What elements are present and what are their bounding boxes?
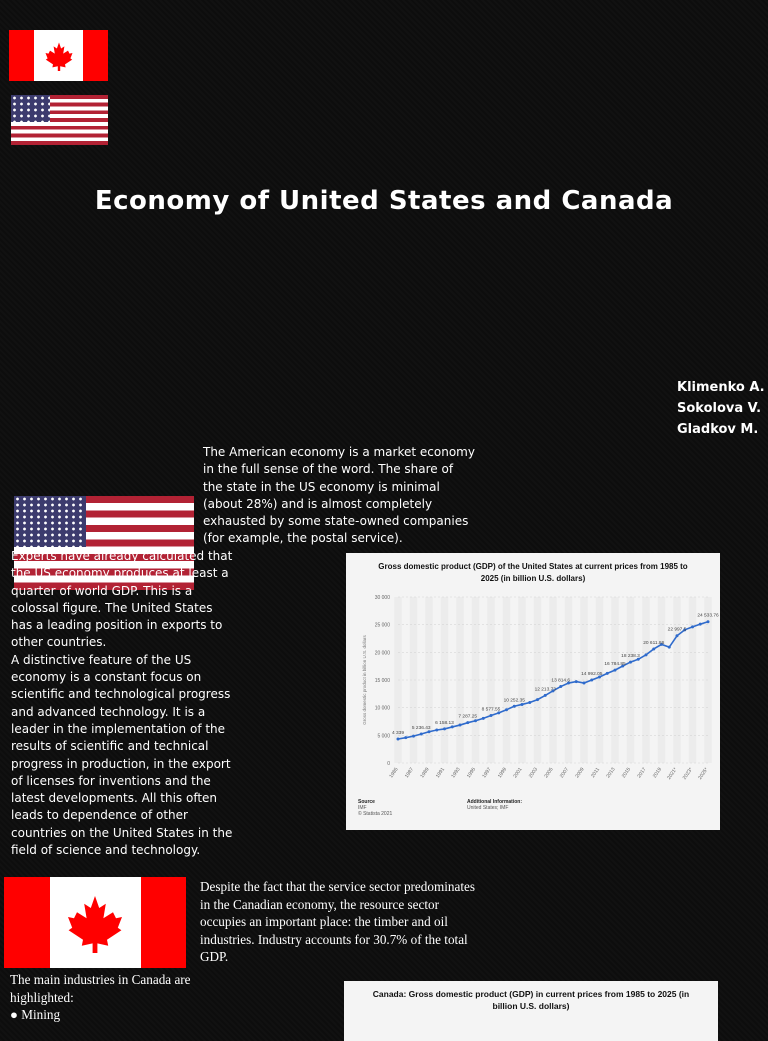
data-point bbox=[699, 623, 702, 626]
x-tick-label: 2009 bbox=[574, 766, 586, 780]
data-point bbox=[691, 625, 694, 628]
us-paragraph: Experts have already calculated that the US economy produces at least a quarter of world GDP. This is a colossal figure. The United States has a leading position in exports to other countries. bbox=[11, 549, 233, 650]
data-label: 14 992.05 bbox=[581, 672, 603, 678]
info-heading: Additional Information: bbox=[467, 799, 522, 805]
data-point bbox=[676, 634, 679, 637]
data-point bbox=[466, 721, 469, 724]
maple-leaf-icon bbox=[65, 893, 125, 953]
x-tick-label: 2013 bbox=[605, 766, 617, 780]
x-tick-label: 2003 bbox=[527, 766, 540, 780]
x-tick-label: 1987 bbox=[403, 766, 416, 780]
data-label: 7 287.25 bbox=[458, 714, 478, 720]
page-title: Economy of United States and Canada bbox=[94, 186, 674, 216]
chart-title: Canada: Gross domestic product (GDP) in current prices from 1985 to 2025 (in billion U.S. dollars) bbox=[372, 989, 690, 1011]
data-point bbox=[559, 685, 562, 688]
data-point bbox=[482, 717, 485, 720]
us-description bbox=[11, 548, 233, 859]
industries-heading: The main industries in Canada are highlighted: bbox=[10, 972, 191, 1005]
list-item-label: Mining bbox=[21, 1007, 61, 1022]
chart-source bbox=[358, 799, 458, 817]
data-label: 18 238.3 bbox=[621, 654, 640, 660]
data-point bbox=[420, 733, 423, 736]
data-label: 12 213.73 bbox=[534, 687, 556, 693]
x-tick-label: 1997 bbox=[481, 766, 493, 780]
industries-list bbox=[10, 1006, 230, 1024]
x-tick-label: 1999 bbox=[496, 766, 509, 780]
y-tick-label: 25 000 bbox=[374, 622, 390, 629]
data-point bbox=[528, 701, 531, 704]
data-label: 24 533.76 bbox=[697, 613, 719, 619]
y-axis-label: Gross domestic product in billion U.S. dollars bbox=[362, 635, 367, 725]
chart-plot bbox=[346, 553, 720, 830]
source-line: © Statista 2021 bbox=[358, 811, 393, 817]
data-point bbox=[707, 620, 710, 623]
author-name: Klimenko A. bbox=[677, 380, 765, 395]
x-tick-label: 2021* bbox=[666, 766, 679, 781]
x-tick-label: 2001 bbox=[512, 766, 524, 780]
data-point bbox=[490, 714, 493, 717]
y-tick-label: 10 000 bbox=[374, 705, 390, 712]
list-item: ● Mining bbox=[10, 1007, 61, 1022]
data-point bbox=[590, 679, 593, 682]
data-point bbox=[544, 694, 547, 697]
canada-intro-text: Despite the fact that the service sector predominates in the Canadian economy, the resource sector occupies an important place: the timber and oil industries. Industry accounts for 30.7% of the total GDP. bbox=[200, 879, 475, 964]
source-line: IMF bbox=[358, 805, 367, 811]
y-tick-label: 5 000 bbox=[377, 733, 390, 740]
canada-industries bbox=[10, 971, 230, 1024]
canada-flag-icon bbox=[9, 30, 108, 81]
data-point bbox=[404, 736, 407, 739]
maple-leaf-icon bbox=[44, 41, 74, 71]
data-label: 6 158.13 bbox=[435, 720, 454, 726]
canada-flag-icon bbox=[4, 877, 186, 968]
data-point bbox=[412, 735, 415, 738]
x-tick-label: 2025* bbox=[697, 766, 710, 781]
data-point bbox=[668, 646, 671, 649]
data-label: 4 339 bbox=[391, 730, 405, 736]
y-tick-label: 20 000 bbox=[374, 650, 390, 657]
us-gdp-chart bbox=[346, 553, 720, 830]
data-label: 20 611.86 bbox=[643, 640, 665, 646]
data-label: 22 997.5 bbox=[667, 627, 687, 633]
data-point bbox=[459, 724, 462, 727]
data-label: 8 577.55 bbox=[481, 707, 501, 713]
data-point bbox=[443, 727, 446, 730]
y-tick-label: 15 000 bbox=[374, 678, 390, 684]
x-tick-label: 1993 bbox=[450, 766, 462, 780]
x-tick-label: 1995 bbox=[465, 766, 478, 780]
data-label: 5 236.43 bbox=[411, 726, 431, 732]
x-tick-label: 2023* bbox=[681, 766, 695, 781]
x-tick-label: 1989 bbox=[419, 766, 431, 780]
data-point bbox=[652, 647, 655, 650]
data-point bbox=[606, 672, 609, 675]
data-point bbox=[435, 729, 438, 732]
x-tick-label: 2005 bbox=[543, 766, 555, 780]
author-name: Gladkov M. bbox=[677, 422, 759, 437]
usa-flag-icon bbox=[11, 95, 108, 145]
data-label: 16 784.85 bbox=[604, 662, 626, 668]
info-line: United States; IMF bbox=[467, 805, 509, 811]
x-tick-label: 1985 bbox=[388, 766, 400, 780]
author-name: Sokolova V. bbox=[677, 401, 762, 416]
data-point bbox=[505, 708, 508, 711]
data-point bbox=[536, 698, 539, 701]
data-point bbox=[583, 682, 586, 685]
x-tick-label: 2017 bbox=[636, 766, 648, 780]
chart-title: Gross domestic product (GDP) of the United States at current prices from 1985 to 2025 (in billion U.S. dollars) bbox=[378, 562, 688, 583]
data-label: 10 252.35 bbox=[503, 698, 525, 704]
canada-gdp-chart bbox=[344, 981, 718, 1041]
y-tick-label: 30 000 bbox=[374, 595, 390, 601]
x-tick-label: 2007 bbox=[558, 766, 571, 780]
data-point bbox=[645, 653, 648, 656]
data-point bbox=[513, 705, 516, 708]
data-label: 13 814.6 bbox=[551, 678, 571, 684]
data-point bbox=[521, 703, 524, 706]
y-tick-label: 0 bbox=[387, 761, 390, 767]
source-heading: Source bbox=[358, 799, 375, 805]
data-point bbox=[614, 669, 617, 672]
x-tick-label: 2019 bbox=[651, 766, 664, 780]
chart-additional-info bbox=[467, 799, 587, 811]
us-intro-text: The American economy is a market economy in the full sense of the word. The share of the state in the US economy is minimal (about 28%) and is almost completely exhausted by some state-owned companies (for example, the postal service). bbox=[203, 445, 475, 546]
x-tick-label: 2011 bbox=[590, 766, 602, 779]
data-point bbox=[575, 680, 578, 683]
data-point bbox=[397, 737, 400, 740]
author-list bbox=[677, 377, 767, 440]
x-tick-label: 2015 bbox=[620, 766, 633, 780]
data-point bbox=[629, 661, 632, 664]
us-paragraph: A distinctive feature of the US economy is a constant focus on scientific and technological progress and advanced technology. It is a leader in the implementation of the results of scientific and technical progress in production, in the export of licenses for inventions and the latest developments. All this often leads to dependence of other countries on the United States in the field of science and technology. bbox=[11, 652, 233, 858]
x-tick-label: 1991 bbox=[434, 766, 447, 780]
